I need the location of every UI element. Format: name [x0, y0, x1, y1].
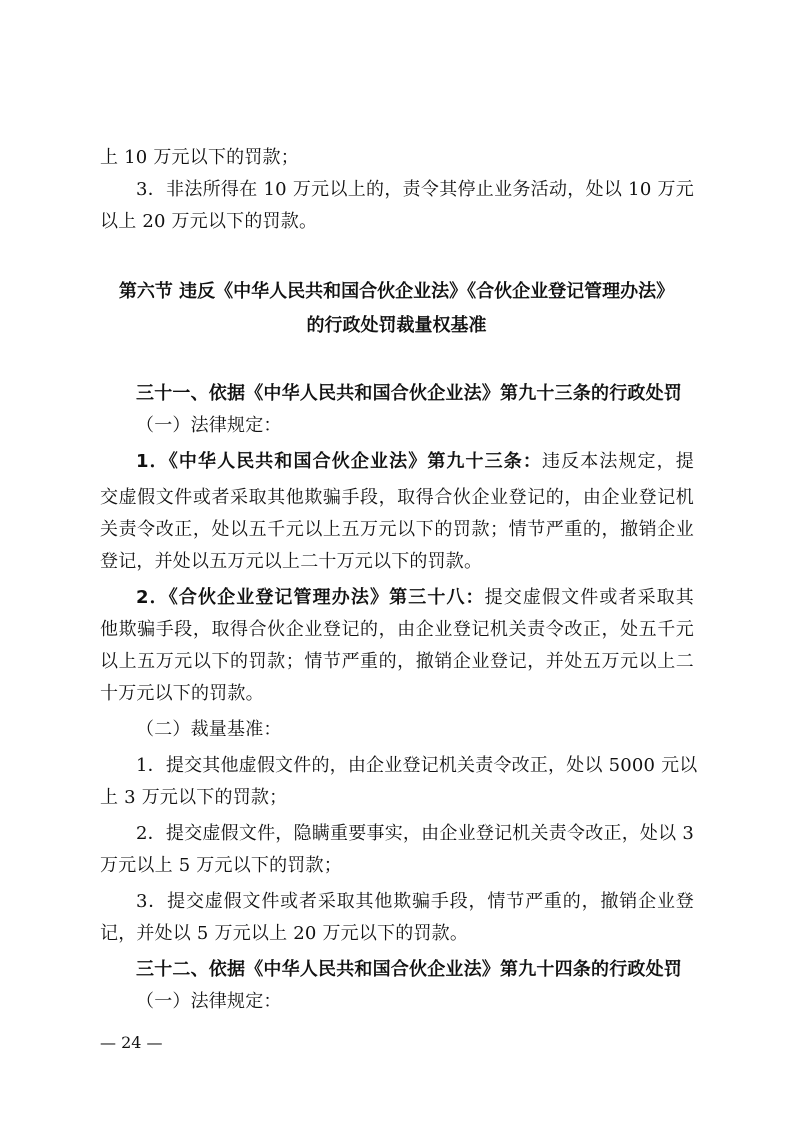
article-31-law-para-1-line4: 登记，并处以五万元以上二十万元以下的罚款。: [100, 551, 483, 572]
article-31-law-para-1-line2: 交虚假文件或者采取其他欺骗手段，取得合伙企业登记的，由企业登记机: [100, 487, 694, 508]
article-32-title: 三十二、依据《中华人民共和国合伙企业法》第九十四条的行政处罚: [136, 959, 682, 980]
section-heading-line2: 的行政处罚裁量权基准: [306, 315, 487, 336]
article-31-law-para-2-line2: 他欺骗手段，取得合伙企业登记的，由企业登记机关责令改正，处五千元: [100, 619, 694, 640]
article-31-law-para-1-line1: 1．《中华人民共和国合伙企业法》第九十三条：违反本法规定，提: [136, 451, 694, 472]
penalty-item-3-line1: 3．非法所得在 10 万元以上的，责令其停止业务活动，处以 10 万元: [136, 179, 694, 200]
penalty-item-3-line2: 以上 20 万元以下的罚款。: [100, 211, 318, 232]
page-number: — 24 —: [100, 1033, 163, 1052]
basis-item-1-line2: 上 3 万元以下的罚款；: [100, 787, 288, 808]
article-31-law-para-2-line3: 以上五万元以下的罚款；情节严重的，撤销企业登记，并处五万元以上二: [100, 651, 694, 672]
basis-item-3-line1: 3．提交虚假文件或者采取其他欺骗手段，情节严重的，撤销企业登: [136, 891, 694, 912]
law-citation: 2．《合伙企业登记管理办法》第三十八：: [136, 587, 485, 608]
article-31-law-para-2-line4: 十万元以下的罚款。: [100, 683, 264, 704]
article-31-basis-label: （二）裁量基准：: [136, 719, 282, 740]
article-31-law-para-1-line3: 关责令改正，处以五千元以上五万元以下的罚款；情节严重的，撤销企业: [100, 519, 694, 540]
basis-item-2-line2: 万元以上 5 万元以下的罚款；: [100, 855, 342, 876]
carryover-line: 上 10 万元以下的罚款；: [100, 147, 299, 168]
law-citation: 1．《中华人民共和国合伙企业法》第九十三条：: [136, 451, 542, 472]
article-31-law-para-2-line1: 2．《合伙企业登记管理办法》第三十八：提交虚假文件或者采取其: [136, 587, 694, 608]
basis-item-2-line1: 2．提交虚假文件，隐瞒重要事实，由企业登记机关责令改正，处以 3: [136, 823, 694, 844]
section-heading-line1: 第六节 违反《中华人民共和国合伙企业法》《合伙企业登记管理办法》: [118, 281, 675, 302]
article-32-legal-label: （一）法律规定：: [136, 991, 282, 1012]
article-31-title: 三十一、依据《中华人民共和国合伙企业法》第九十三条的行政处罚: [136, 383, 682, 404]
basis-item-3-line2: 记，并处以 5 万元以上 20 万元以下的罚款。: [100, 923, 469, 944]
article-31-legal-label: （一）法律规定：: [136, 415, 282, 436]
basis-item-1-line1: 1．提交其他虚假文件的，由企业登记机关责令改正，处以 5000 元以: [136, 755, 698, 776]
